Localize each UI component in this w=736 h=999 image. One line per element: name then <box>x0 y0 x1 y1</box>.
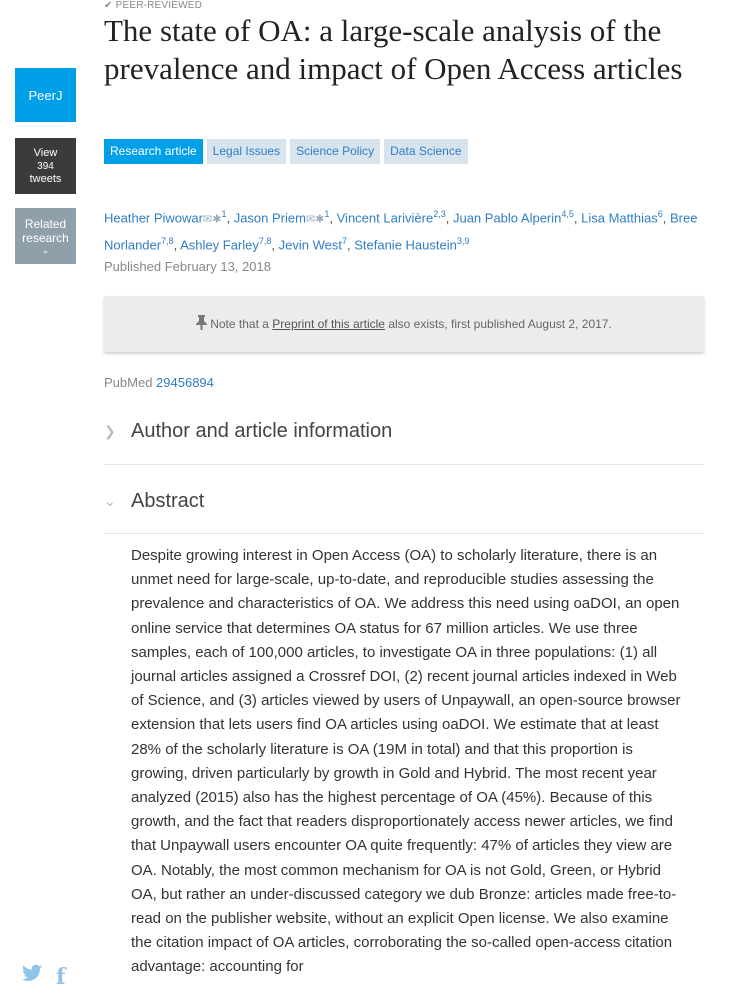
author-list: Heather Piwowar✉✱$^1$, Jason Priem✉✱$^1$, Vincent Larivière$^{2,3}$, Juan Pablo Alperin$^{4,5}$, Lisa Matthias$^6$, Bree Norlander$^{7,8}$, Ashley Farley$^{7,8}$, Jevin West$^7$, Stefanie Haustein$^{3,9}$ <box>104 209 698 253</box>
author-link[interactable]: Ashley Farley <box>180 237 259 253</box>
author-link[interactable]: Heather Piwowar <box>104 210 203 226</box>
preprint-notice <box>104 296 704 352</box>
share-row <box>22 964 65 990</box>
tag-science-policy[interactable]: Science Policy <box>290 139 380 164</box>
chevron-right-icon: ❯ <box>104 422 116 439</box>
pin-icon <box>196 315 207 333</box>
abstract-heading: Abstract <box>131 489 205 512</box>
author-affiliation: 7,8 <box>161 236 174 247</box>
abstract-text: Despite growing interest in Open Access (OA) to scholarly literature, there is an unmet need for large-scale, up-to-date, and reproducible studies assessing the prevalence and characteristics of OA. We address this need using oaDOI, an open online service that determines OA status for 67 million articles. We use three samples, each of 100,000 articles, to investigate OA in three populations: (1) all journal articles assigned a Crossref DOI, (2) recent journal articles indexed in Web of Science, and (3) articles viewed by users of Unpaywall, an open-source browser extension that lets users find OA articles using oaDOI. We estimate that at least 28% of the scholarly literature is OA (19M in total) and that this proportion is growing, driven particularly by growth in Gold and Hybrid. The most recent year analyzed (2015) also has the highest percentage of OA (45%). Because of this growth, and the fact that readers disproportionately access newer articles, we find that Unpaywall users encounter OA quite frequently: 47% of articles they view are OA. Notably, the most common mechanism for OA is not Gold, Green, or Hybrid OA, but rather an under-discussed category we dub Bronze: articles made free-to-read on the publisher website, without an explicit Open license. We also examine the citation impact of OA articles, corroborating the so-called open-access citation advantage: accounting for <box>131 547 681 976</box>
pubmed-label: PubMed <box>104 375 153 390</box>
author-affiliation: 3,9 <box>456 236 470 247</box>
tag-research-article[interactable]: Research article <box>104 139 203 164</box>
chevron-down-icon: ⌄ <box>41 245 50 255</box>
tag-legal-issues[interactable]: Legal Issues <box>207 139 286 164</box>
tweets-view-label: View <box>33 146 58 159</box>
author-affiliation: 4,5 <box>561 209 574 219</box>
related-research-button[interactable] <box>15 208 76 264</box>
author-link[interactable]: Stefanie Haustein <box>354 237 457 253</box>
divider <box>104 464 704 465</box>
author-link[interactable]: Vincent Larivière <box>336 210 434 226</box>
subject-tags <box>104 139 468 164</box>
author-link[interactable]: Lisa Matthias <box>581 210 658 226</box>
related-line1: Related <box>24 217 67 231</box>
corresponding-star-icon: ✱ <box>315 213 325 226</box>
corresponding-star-icon: ✱ <box>212 213 222 226</box>
chevron-down-icon: ⌄ <box>104 492 116 509</box>
author-affiliation: 7,8 <box>258 236 272 247</box>
mail-icon[interactable]: ✉ <box>305 213 316 226</box>
mail-icon[interactable]: ✉ <box>203 213 213 226</box>
author-affiliation: 1 <box>221 209 227 219</box>
peer-reviewed-label: PEER-REVIEWED <box>115 0 203 11</box>
article-title: The state of OA: a large-scale analysis of the prevalence and impact of Open Access articles <box>104 13 683 86</box>
peerj-logo-label: PeerJ <box>28 87 63 103</box>
author-link[interactable]: Jevin West <box>278 237 342 253</box>
tweets-label: tweets <box>29 172 62 185</box>
preprint-text-before: Note that a <box>210 317 269 331</box>
facebook-icon[interactable]: f <box>56 964 66 990</box>
author-affiliation: 6 <box>657 209 663 219</box>
author-info-heading: Author and article information <box>131 419 393 442</box>
tag-data-science[interactable]: Data Science <box>384 139 467 164</box>
author-link[interactable]: Bree Norlander <box>104 210 698 253</box>
preprint-link[interactable]: Preprint of this article <box>272 317 385 331</box>
divider <box>104 533 704 534</box>
preprint-text-after: also exists, first published August 2, 2017. <box>388 317 612 331</box>
view-tweets-button[interactable] <box>15 138 76 194</box>
pubmed-id-link[interactable]: 29456894 <box>156 375 214 390</box>
author-affiliation: 2,3 <box>433 209 446 219</box>
author-affiliation: 7 <box>341 236 347 247</box>
author-link[interactable]: Jason Priem <box>233 210 306 226</box>
published-date: Published February 13, 2018 <box>104 259 271 274</box>
tweets-count: 394 <box>37 160 54 172</box>
check-icon: ✔ <box>104 0 113 11</box>
pubmed-line <box>104 375 214 390</box>
author-affiliation: 1 <box>324 209 330 219</box>
twitter-icon[interactable] <box>22 964 42 990</box>
author-link[interactable]: Juan Pablo Alperin <box>452 210 562 226</box>
peer-reviewed-badge <box>104 0 202 11</box>
author-info-section-toggle[interactable] <box>104 417 704 445</box>
related-line2: research <box>22 231 69 245</box>
peerj-logo[interactable] <box>15 68 76 122</box>
abstract-section-toggle[interactable] <box>104 487 704 515</box>
